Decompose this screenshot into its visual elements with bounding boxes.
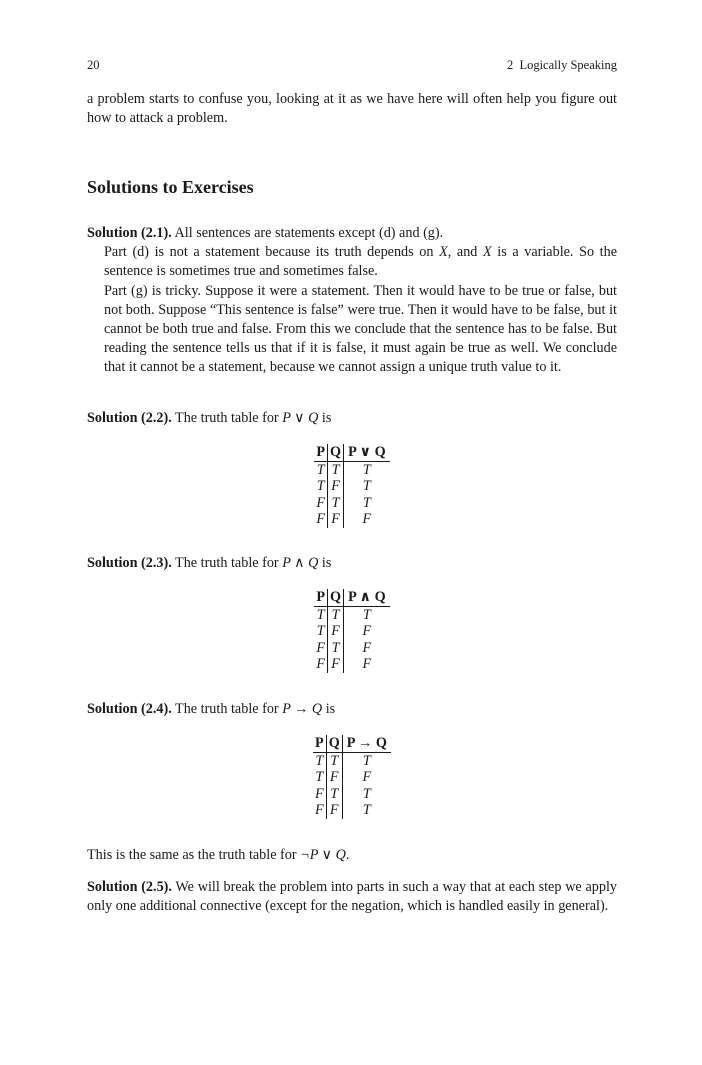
text-run: is xyxy=(322,701,336,717)
solution-2-3 xyxy=(87,554,617,573)
text-run: The truth table for xyxy=(171,701,283,717)
table-cell: T xyxy=(314,623,327,640)
solution-text: All sentences are statements except (d) and (g). xyxy=(171,225,444,241)
solution-2-1-lead xyxy=(87,224,617,243)
table-header-row xyxy=(314,589,389,606)
table-cell: T xyxy=(328,461,344,478)
solution-label: Solution (2.1). xyxy=(87,225,172,241)
table-cell: T xyxy=(362,606,371,623)
table-cell: F xyxy=(314,495,327,512)
truth-table-implies-wrap xyxy=(87,735,617,819)
table-cell: F xyxy=(362,511,372,527)
table-row xyxy=(314,656,389,673)
solution-label: Solution (2.5). xyxy=(87,879,172,895)
math-formula: P → Q xyxy=(282,701,323,717)
text-run: is xyxy=(318,410,332,426)
text-run: is xyxy=(318,555,332,571)
table-header-row xyxy=(314,444,389,461)
solution-2-1-part-d xyxy=(87,243,617,281)
table-cell: F xyxy=(362,623,372,639)
table-cell: T xyxy=(362,494,371,511)
solution-2-4-note xyxy=(87,846,617,865)
solution-label: Solution (2.4). xyxy=(87,701,172,717)
table-cell: T xyxy=(326,786,342,803)
text-run: , and xyxy=(447,244,483,261)
table-row xyxy=(314,623,389,640)
solution-2-5 xyxy=(87,878,617,916)
intro-text: a problem starts to confuse you, looking at it as we have here will often help you figure out how to attack a problem. xyxy=(87,91,617,127)
math-formula: P ∧ Q xyxy=(282,555,319,571)
solution-2-1-part-g xyxy=(87,282,617,378)
table-cell: F xyxy=(362,769,372,785)
table-cell: T xyxy=(362,752,371,769)
column-header: Q xyxy=(328,589,344,606)
table-cell: F xyxy=(326,769,342,786)
table-cell: T xyxy=(326,752,342,769)
table-cell: T xyxy=(314,478,327,495)
text-run: . xyxy=(345,847,350,863)
math-formula: P ∨ Q xyxy=(282,410,319,426)
table-cell: T xyxy=(328,495,344,512)
table-cell: F xyxy=(328,623,344,640)
table-row xyxy=(313,769,391,786)
solution-2-2 xyxy=(87,409,617,428)
math-var: X xyxy=(483,244,492,261)
table-cell: F xyxy=(328,478,344,495)
page-number: 20 xyxy=(87,58,100,72)
table-cell: F xyxy=(362,656,372,672)
truth-table-and-wrap xyxy=(87,589,617,673)
table-cell: T xyxy=(362,478,371,494)
table-header-row xyxy=(313,735,391,752)
column-header: Q xyxy=(328,444,344,461)
table-cell: F xyxy=(313,802,326,819)
table-row xyxy=(314,640,389,657)
table-cell: T xyxy=(362,802,371,818)
truth-table-or xyxy=(314,444,389,528)
text-run: The truth table for xyxy=(171,410,283,426)
column-header: Q xyxy=(326,735,342,752)
text-run: The truth table for xyxy=(171,555,283,571)
table-cell: T xyxy=(362,461,371,478)
table-cell: T xyxy=(313,769,326,786)
table-row xyxy=(314,495,389,512)
text-run: This is the same as the truth table for xyxy=(87,847,301,863)
table-row xyxy=(314,478,389,495)
table-row xyxy=(313,752,391,769)
table-cell: T xyxy=(314,461,327,478)
table-cell: F xyxy=(328,656,344,673)
table-cell: F xyxy=(314,656,327,673)
table-row xyxy=(313,802,391,819)
table-cell: F xyxy=(314,640,327,657)
table-cell: F xyxy=(362,639,372,656)
column-header: P → Q xyxy=(342,735,391,752)
table-cell: F xyxy=(313,786,326,803)
table-cell: F xyxy=(314,511,327,528)
chapter-title: 2 Logically Speaking xyxy=(506,58,617,72)
text-run: Part (d) is not a statement because its truth depends on xyxy=(104,244,440,261)
text-run: is a variable. So the sentence is sometimes true and sometimes false. xyxy=(104,244,617,280)
column-header: P xyxy=(314,589,327,606)
table-row xyxy=(313,786,391,803)
column-header: P xyxy=(313,735,326,752)
table-row xyxy=(314,606,389,623)
text-run: Part (g) is tricky. Suppose it were a statement. Then it would have to be true or false, but not both. Suppose “This sentence is false” were true. Then it would have to be false, but it cannot be both true and false. From this we conclude that the sentence has to be false. But reading the sentence tells us that if it is false, it must again be true as well. We conclude that it cannot be a statement, because we cannot assign a unique truth value to it. xyxy=(104,282,617,376)
truth-table-and xyxy=(314,589,389,673)
section-title: Solutions to Exercises xyxy=(87,177,254,197)
math-formula: ¬P ∨ Q xyxy=(300,847,346,863)
solution-label: Solution (2.2). xyxy=(87,410,172,426)
solution-2-1 xyxy=(87,224,617,378)
table-cell: F xyxy=(328,511,344,528)
column-header: P ∧ Q xyxy=(344,589,390,606)
table-cell: F xyxy=(326,802,342,819)
solution-2-4 xyxy=(87,700,617,719)
table-cell: T xyxy=(328,606,344,623)
text-run: We will break the problem into parts in such a way that at each step we apply only one additional connective (except for the negation, which is handled easily in general). xyxy=(87,879,617,915)
solution-label: Solution (2.3). xyxy=(87,555,172,571)
truth-table-or-wrap xyxy=(87,444,617,528)
table-cell: T xyxy=(314,606,327,623)
column-header: P xyxy=(314,444,327,461)
table-row xyxy=(314,461,389,478)
truth-table-implies xyxy=(313,735,391,819)
table-cell: T xyxy=(362,785,371,802)
table-cell: T xyxy=(328,640,344,657)
table-row xyxy=(314,511,389,528)
column-header: P ∨ Q xyxy=(344,444,390,461)
intro-paragraph xyxy=(87,90,617,128)
table-cell: T xyxy=(313,752,326,769)
math-var: X xyxy=(439,244,448,261)
